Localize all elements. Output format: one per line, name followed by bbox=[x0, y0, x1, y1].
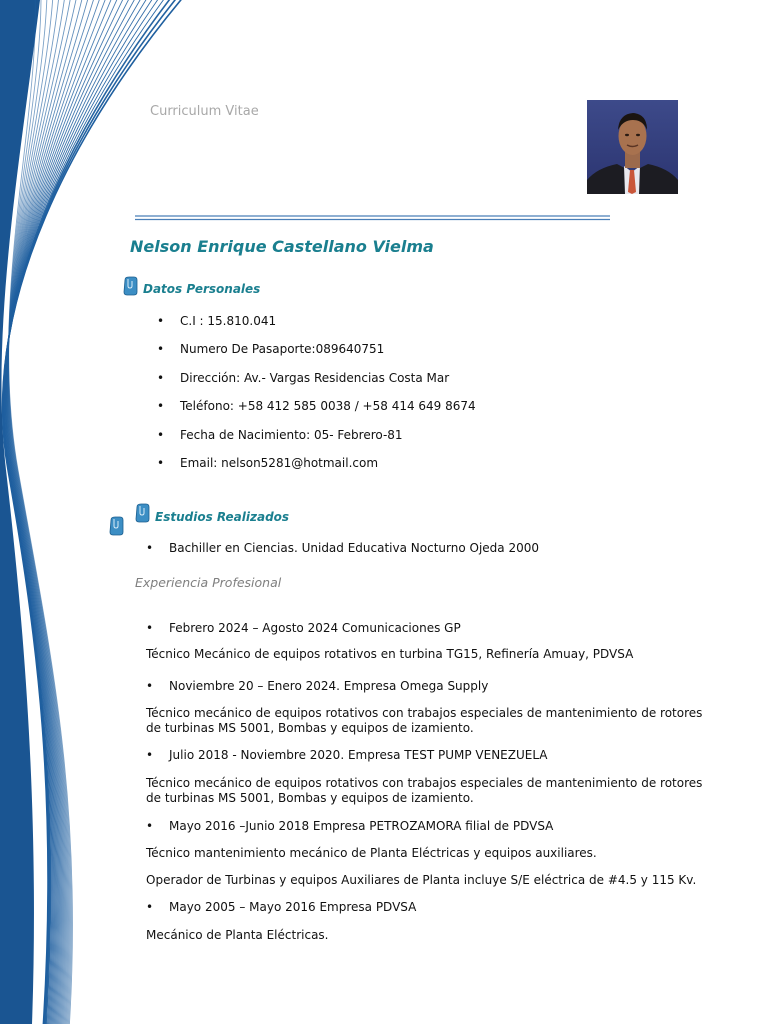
list-item-text: Teléfono: +58 412 585 0038 / +58 414 649 8674 bbox=[180, 399, 476, 413]
list-item-text: Febrero 2024 – Agosto 2024 Comunicaciones GP bbox=[169, 621, 461, 635]
experience-period bbox=[146, 621, 746, 637]
section-heading-experiencia: Experiencia Profesional bbox=[135, 575, 282, 590]
experience-period bbox=[146, 748, 746, 764]
list-item-text: Bachiller en Ciencias. Unidad Educativa Nocturno Ojeda 2000 bbox=[169, 541, 539, 555]
bullet-glyph: • bbox=[146, 621, 154, 635]
bullet-glyph: • bbox=[146, 748, 154, 762]
document-clip-icon bbox=[134, 503, 150, 523]
list-item bbox=[157, 456, 757, 472]
experience-period bbox=[146, 819, 746, 835]
experience-description: Técnico mecánico de equipos rotativos con trabajos especiales de mantenimiento de rotores de turbinas MS 5001, Bombas y equipos de izamiento. bbox=[146, 706, 703, 735]
candidate-name: Nelson Enrique Castellano Vielma bbox=[130, 237, 434, 256]
experience-period bbox=[146, 900, 746, 916]
bullet-glyph: • bbox=[157, 428, 165, 442]
bullet-glyph: • bbox=[157, 399, 165, 413]
bullet-glyph: • bbox=[157, 342, 165, 356]
list-item-text: Numero De Pasaporte:089640751 bbox=[180, 342, 385, 356]
bullet-glyph: • bbox=[157, 456, 165, 470]
list-item bbox=[157, 399, 757, 415]
section-heading-estudios: Estudios Realizados bbox=[155, 510, 290, 524]
list-item bbox=[157, 314, 757, 330]
list-item bbox=[146, 541, 746, 557]
bullet-glyph: • bbox=[146, 819, 154, 833]
experience-description: Técnico mecánico de equipos rotativos con trabajos especiales de mantenimiento de rotores de turbinas MS 5001, Bombas y equipos de izamiento. bbox=[146, 776, 703, 805]
experience-period bbox=[146, 679, 746, 695]
list-item-text: Noviembre 20 – Enero 2024. Empresa Omega Supply bbox=[169, 679, 489, 693]
profile-photo bbox=[587, 100, 678, 194]
experience-description: Operador de Turbinas y equipos Auxiliares de Planta incluye S/E eléctrica de #4.5 y 115 Kv. bbox=[146, 873, 697, 887]
list-item-text: Fecha de Nacimiento: 05- Febrero-81 bbox=[180, 428, 403, 442]
list-item-text: Dirección: Av.- Vargas Residencias Costa Mar bbox=[180, 371, 450, 385]
list-item-text: Mayo 2016 –Junio 2018 Empresa PETROZAMORA filial de PDVSA bbox=[169, 819, 554, 833]
list-item bbox=[157, 342, 757, 358]
list-item-text: Email: nelson5281@hotmail.com bbox=[180, 456, 379, 470]
document-clip-icon bbox=[122, 276, 138, 296]
list-item-text: Mayo 2005 – Mayo 2016 Empresa PDVSA bbox=[169, 900, 417, 914]
bullet-glyph: • bbox=[157, 314, 165, 328]
header-divider bbox=[135, 215, 610, 221]
bullet-glyph: • bbox=[146, 541, 154, 555]
document-clip-icon bbox=[108, 516, 124, 536]
bullet-glyph: • bbox=[146, 679, 154, 693]
bullet-glyph: • bbox=[146, 900, 154, 914]
list-item bbox=[157, 371, 757, 387]
bullet-glyph: • bbox=[157, 371, 165, 385]
experience-description: Técnico mantenimiento mecánico de Planta Eléctricas y equipos auxiliares. bbox=[146, 846, 597, 860]
list-item-text: Julio 2018 - Noviembre 2020. Empresa TEST PUMP VENEZUELA bbox=[169, 748, 548, 762]
list-item bbox=[157, 428, 757, 444]
experience-description: Mecánico de Planta Eléctricas. bbox=[146, 928, 329, 942]
experience-description: Técnico Mecánico de equipos rotativos en turbina TG15, Refinería Amuay, PDVSA bbox=[146, 647, 634, 661]
cv-title: Curriculum Vitae bbox=[150, 104, 259, 119]
section-heading-datos-personales: Datos Personales bbox=[143, 282, 261, 296]
list-item-text: C.I : 15.810.041 bbox=[180, 314, 277, 328]
